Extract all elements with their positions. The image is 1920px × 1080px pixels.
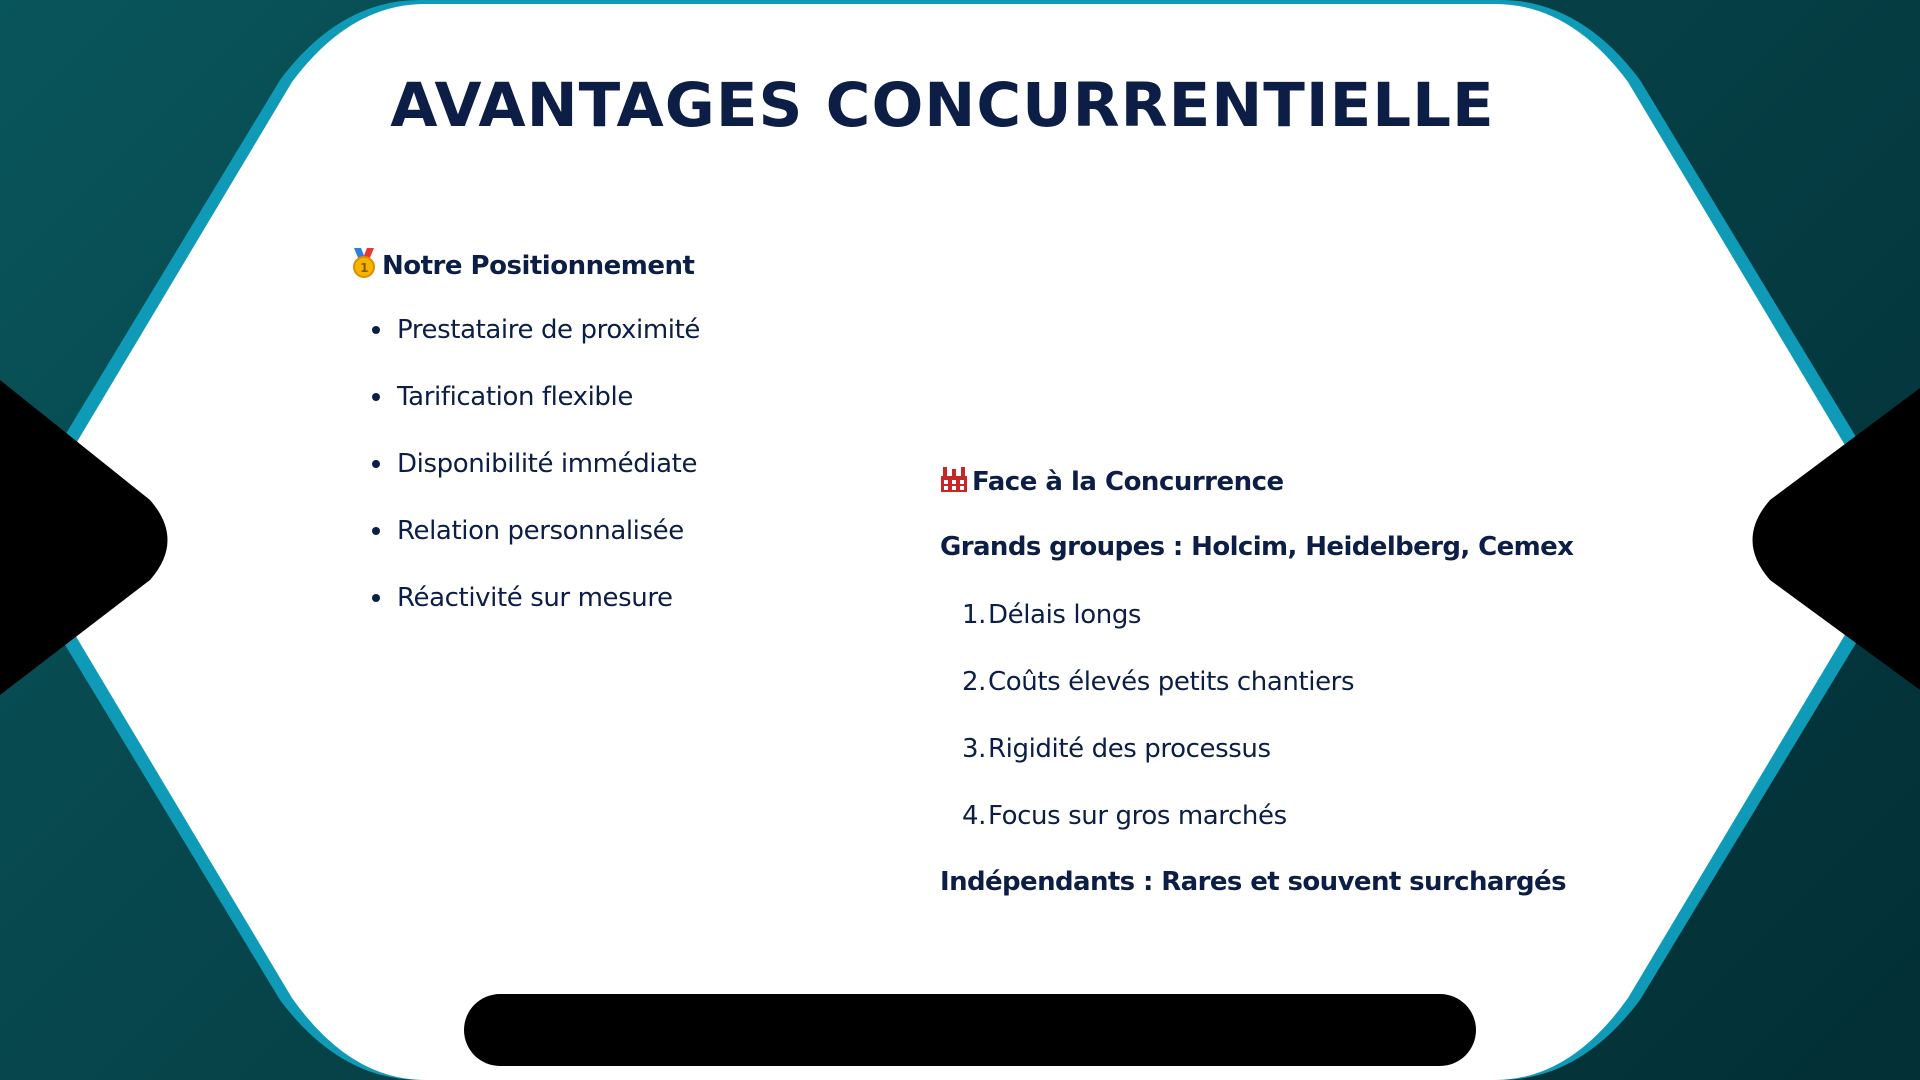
bullet-dot bbox=[372, 326, 380, 334]
list-item bbox=[940, 727, 1354, 794]
list-item-text: Délais longs bbox=[988, 600, 1142, 630]
bullet-dot bbox=[372, 393, 380, 401]
competition-list bbox=[940, 593, 1354, 861]
positioning-heading-text: Notre Positionnement bbox=[382, 251, 695, 281]
list-item bbox=[372, 509, 700, 576]
list-item-text: Prestataire de proximité bbox=[397, 315, 700, 345]
list-item bbox=[940, 593, 1354, 660]
list-item-text: Coûts élevés petits chantiers bbox=[988, 667, 1355, 697]
list-number: 3. bbox=[961, 734, 986, 764]
list-item-text: Relation personnalisée bbox=[397, 516, 684, 546]
big-groups-line: Grands groupes : Holcim, Heidelberg, Cemex bbox=[940, 532, 1574, 562]
positioning-list bbox=[372, 308, 700, 643]
competition-heading bbox=[940, 465, 1284, 500]
list-item-text: Réactivité sur mesure bbox=[397, 583, 673, 613]
list-item-text: Rigidité des processus bbox=[988, 734, 1271, 764]
list-number: 1. bbox=[961, 600, 986, 630]
bullet-dot bbox=[372, 594, 380, 602]
list-item bbox=[372, 576, 700, 643]
list-number: 4. bbox=[961, 801, 986, 831]
medal-icon bbox=[350, 248, 378, 285]
bullet-dot bbox=[372, 527, 380, 535]
svg-text:1: 1 bbox=[360, 261, 368, 275]
list-item-text: Focus sur gros marchés bbox=[988, 801, 1287, 831]
list-item-text: Tarification flexible bbox=[397, 382, 633, 412]
competition-heading-text: Face à la Concurrence bbox=[972, 467, 1284, 497]
list-item-text: Disponibilité immédiate bbox=[397, 449, 698, 479]
list-item bbox=[940, 794, 1354, 861]
slide-title: AVANTAGES CONCURRENTIELLE bbox=[390, 70, 1495, 141]
list-item bbox=[940, 660, 1354, 727]
list-item bbox=[372, 442, 700, 509]
positioning-heading bbox=[350, 248, 694, 285]
bullet-dot bbox=[372, 460, 380, 468]
list-number: 2. bbox=[961, 667, 986, 697]
factory-icon bbox=[940, 465, 968, 500]
list-item bbox=[372, 308, 700, 375]
independents-line: Indépendants : Rares et souvent surchargés bbox=[940, 867, 1566, 897]
list-item bbox=[372, 375, 700, 442]
